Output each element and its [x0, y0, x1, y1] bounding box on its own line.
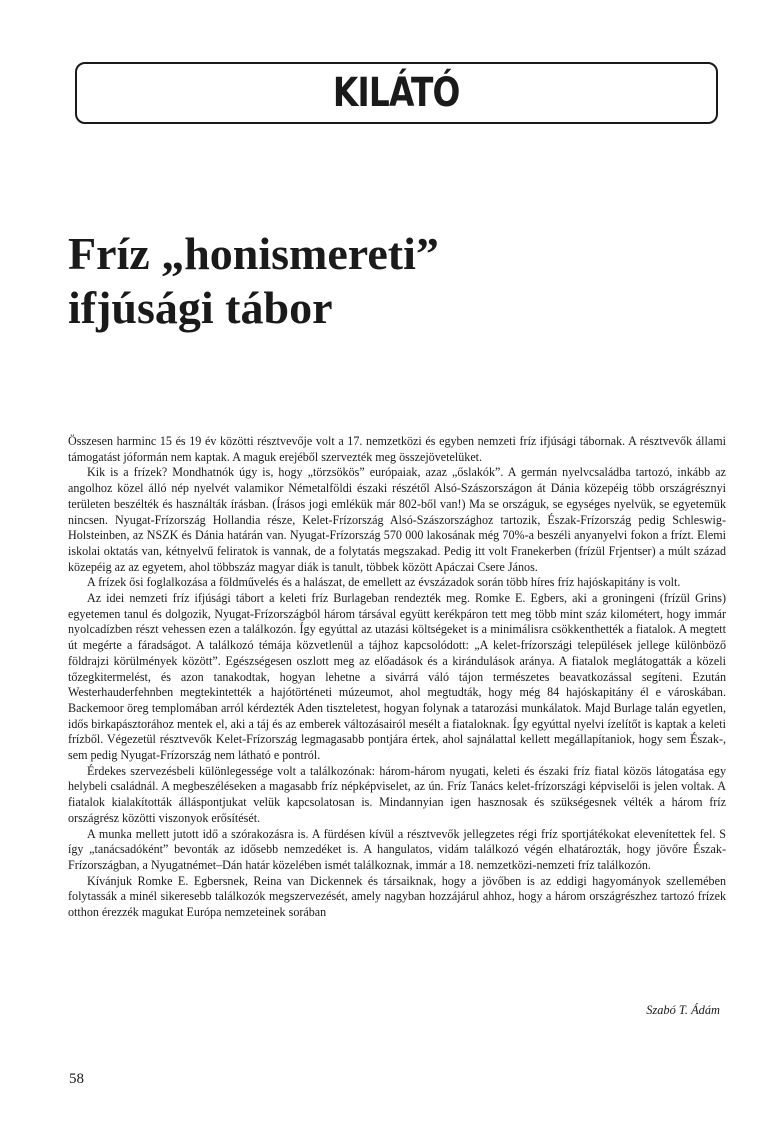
paragraph-4: Az idei nemzeti fríz ifjúsági tábort a keleti fríz Burlageban rendezték meg. Romke E. Egbers, aki a groningeni (frízül Grins) egyetemen tanul és dolgozik, Nyugat-Frízországból három társával együtt kerékpáron tett meg több mint száz kilométert, hogy immár nyolcadízben részt vehessen ezen a találkozón. Így egyúttal az utazási költségeket is a minimálisra csökkenthették a fiatalok. A megtett út megérte a fáradságot. A találkozó témája közvetlenül a tájhoz kapcsolódott: „A kelet-frízországi települések jellege különböző földrajzi körülmények között”. Egészségesen oszlott meg az előadások és a kirándulások aránya. A fiatalok meglátogatták a közeli tőzegkitermelést, és azon tanakodtak, hogyan lehetne a sivárrá váló tájon természetes beavatkozással segíteni. Ezután Westerhauderfehnben megtekintették a hajótörténeti múzeumot, ahol megtudták, hogy még 84 hajóskapitány él e városkában. Backemoor öreg templomában arról kérdezték Aden tiszteletest, hogyan folynak a tatarozási munkálatok. Majd Burlage talán egyetlen, idős birkapásztorához mentek el, aki a táj és az emberek változásairól mesélt a fiataloknak. Így egyúttal nyelvi ízelítőt is kaptak a keleti frízből. Végezetül résztvevők Kelet-Frízország legmagasabb pontjára értek, ahol sajnálattal kellett megállapítaniok, hogy sem Észak-, sem pedig Nyugat-Frízország nem látható e pontról. [68, 591, 726, 763]
section-title: KILÁTÓ [333, 70, 460, 116]
section-header-box [75, 62, 718, 124]
paragraph-7: Kívánjuk Romke E. Egbersnek, Reina van Dickennek és társaiknak, hogy a jövőben is az eddigi hagyományok szellemében folytassák a minél sikeresebb találkozók megszervezését, amely nagyban hozzájárul ahhoz, hogy a három országrészhez tartozó frízek otthon érezzék magukat Európa nemzeteinek sorában [68, 873, 726, 920]
paragraph-5: Érdekes szervezésbeli különlegessége volt a találkozónak: három-három nyugati, keleti és északi fríz fiatal közös látogatása egy helybeli családnál. A megbeszéléseken a magasabb fríz népképviselet, az ún. Fríz Tanács kelet-frízországi képviselői is jelen voltak. A fiatalok kialakították álláspontjukat velük kapcsolatosan is. Mindannyian igen hasznosak és szükségesnek vélték a három fríz országrész közötti viszonyok erősítését. [68, 763, 726, 825]
article-body [68, 434, 726, 921]
paragraph-1: Összesen harminc 15 és 19 év közötti résztvevője volt a 17. nemzetközi és egyben nemzeti fríz ifjúsági tábornak. A résztvevők állami támogatást jóformán nem kaptak. A maguk erejéből szervezték meg összejövetelüket. [68, 434, 726, 464]
paragraph-6: A munka mellett jutott idő a szórakozásra is. A fürdésen kívül a résztvevők jellegzetes régi fríz sportjátékokat elevenítettek fel. S így „tanácsadóként” bevonták az idősebb nemzedéket is. A hangulatos, vidám találkozó végén elhatározták, hogy jövőre Észak-Frízországban, a Nyugatnémet–Dán határ közelében ismét találkoznak, immár a 18. nemzetközi-nemzeti fríz találkozón. [68, 826, 726, 872]
article-title [68, 227, 688, 335]
page-number: 58 [69, 1071, 84, 1087]
paragraph-2: Kik is a frízek? Mondhatnók úgy is, hogy „törzsökös” európaiak, azaz „őslakók”. A germán nyelvcsaládba tartozó, inkább az angolhoz közel álló nép nyelvét valamikor Németalföldi északi részétől Alsó-Szászországon át Dánia közepéig több országrésznyi területen beszélték és használták írásban. (Írásos jogi emlékük már 802-ből van!) Ma se országuk, se egységes nyelvük, se egyetemük nincsen. Nyugat-Frízország Hollandia része, Kelet-Frízország Alsó-Szászországhoz tartozik, Észak-Frízország pedig Schleswig-Holsteinben, az NSZK és Dánia határán van. Nyugat-Frízország 570 000 lakosának még 70%-a beszéli anyanyelvi fokon a frízt. Elemi iskolai oktatás van, kétnyelvű feliratok is vannak, de a folytatás megszakad. Pedig itt volt Franekerben (frízül Frjentser) a múlt század közepéig az az egyetem, ahol többszáz magyar diák is tanult, többek között Apáczai Csere János. [68, 465, 726, 574]
article-author: Szabó T. Ádám [646, 1003, 720, 1017]
article-title-line-1: Fríz „honismereti” [68, 228, 439, 279]
paragraph-3: A frízek ősi foglalkozása a földművelés és a halászat, de emellett az évszázadok során több híres fríz hajóskapitány is volt. [87, 575, 681, 590]
article-title-line-2: ifjúsági tábor [68, 282, 333, 333]
